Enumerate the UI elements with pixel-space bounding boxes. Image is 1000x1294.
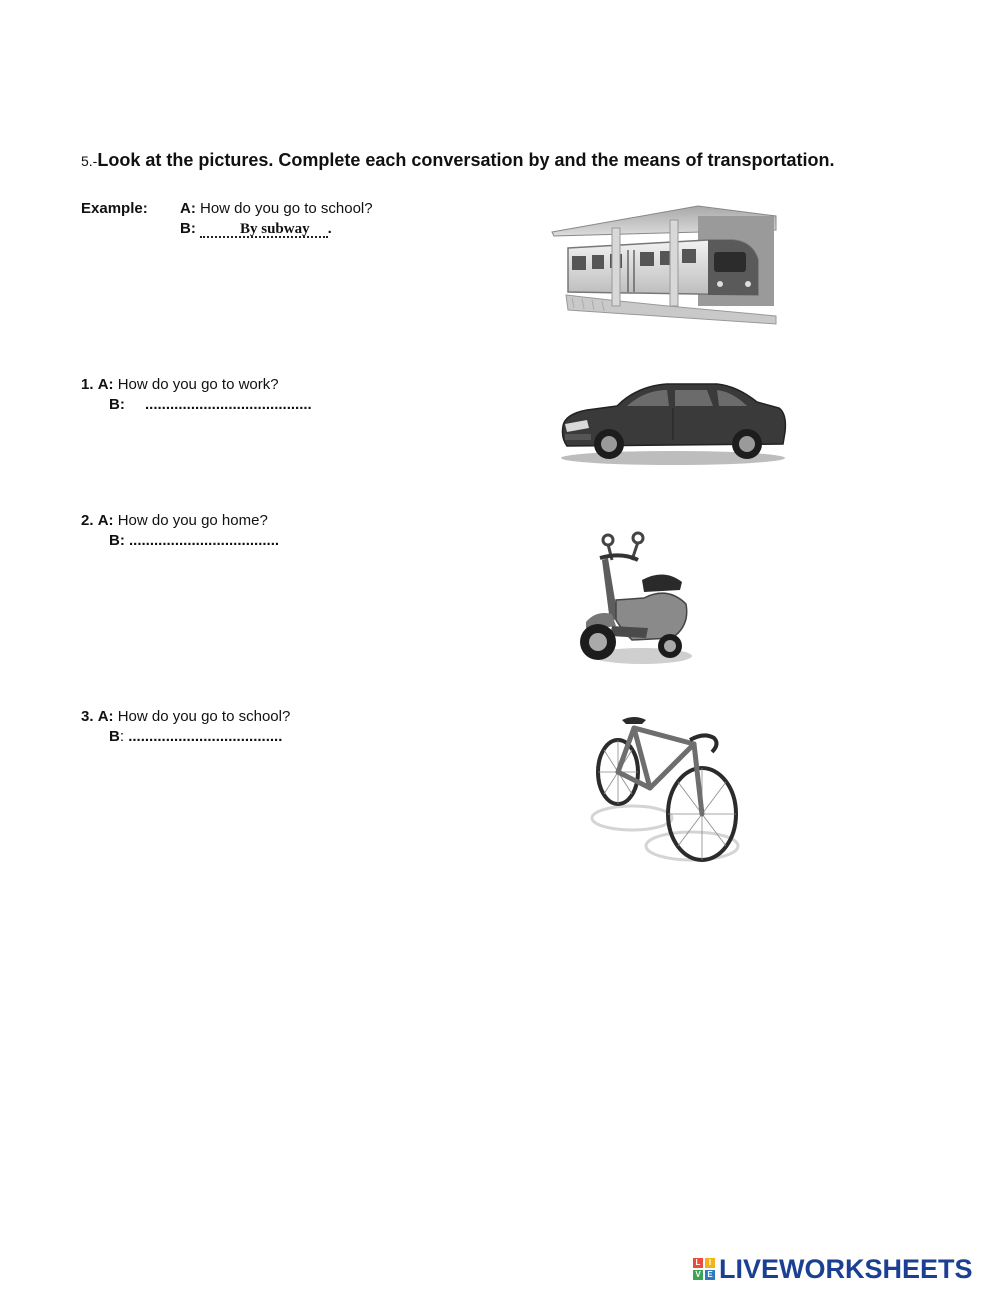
liveworksheets-logo: [693, 1253, 973, 1285]
logo-block-i: I: [705, 1258, 715, 1268]
exercise-instruction: Look at the pictures. Complete each conversation by and the means of transportation.: [97, 150, 835, 170]
item-1-question-row: [81, 376, 279, 394]
item-2-question-row: [81, 512, 268, 530]
example-a-label: A:: [180, 200, 196, 217]
item-3-number: 3.: [81, 708, 94, 725]
example-end-punct: .: [327, 220, 332, 237]
item-1-end-punct: .: [307, 396, 312, 413]
example-label-row: [81, 200, 148, 218]
car-image: [557, 378, 789, 466]
item-2-end-punct: .: [274, 532, 280, 549]
item-1-b-label: B:: [109, 396, 125, 413]
item-2-answer-field[interactable]: ...................................: [129, 532, 275, 549]
example-answer: By subway: [200, 222, 328, 238]
example-question-row: [180, 200, 373, 218]
item-3-end-punct: .: [278, 728, 283, 745]
logo-block-e: E: [705, 1270, 715, 1280]
logo-text: LIVEWORKSHEETS: [719, 1253, 973, 1284]
example-question: How do you go to school?: [200, 200, 373, 217]
item-1-answer-row: [109, 396, 312, 414]
exercise-heading: [81, 150, 834, 171]
item-3-answer-row: [109, 728, 282, 746]
exercise-number: 5.-: [81, 153, 98, 169]
item-3-question: How do you go to school?: [117, 708, 291, 725]
example-b-label: B:: [180, 220, 196, 237]
item-1-question: How do you go to work?: [117, 376, 279, 393]
subway-train-image: [548, 200, 778, 325]
example-answer-row: [180, 220, 332, 238]
logo-blocks-icon: [693, 1258, 715, 1280]
item-2-a-label: A:: [97, 512, 114, 529]
item-2-b-label: B:: [109, 532, 125, 549]
item-2-answer-row: [109, 532, 279, 550]
item-1-number: 1.: [81, 376, 94, 393]
item-1-a-label: A:: [97, 376, 114, 393]
scooter-image: [572, 530, 694, 670]
logo-block-l: L: [693, 1258, 703, 1268]
item-1-answer-field[interactable]: .......................................: [145, 396, 308, 413]
item-3-question-row: [81, 708, 290, 726]
bicycle-image: [572, 710, 744, 866]
item-3-b-label: B: [109, 728, 120, 745]
example-label: Example:: [81, 200, 148, 217]
logo-block-v: V: [693, 1270, 703, 1280]
item-2-number: 2.: [81, 512, 94, 529]
item-3-b-colon: :: [119, 728, 125, 745]
item-2-question: How do you go home?: [117, 512, 268, 529]
item-3-answer-field[interactable]: ....................................: [128, 728, 279, 745]
item-3-a-label: A:: [97, 708, 114, 725]
